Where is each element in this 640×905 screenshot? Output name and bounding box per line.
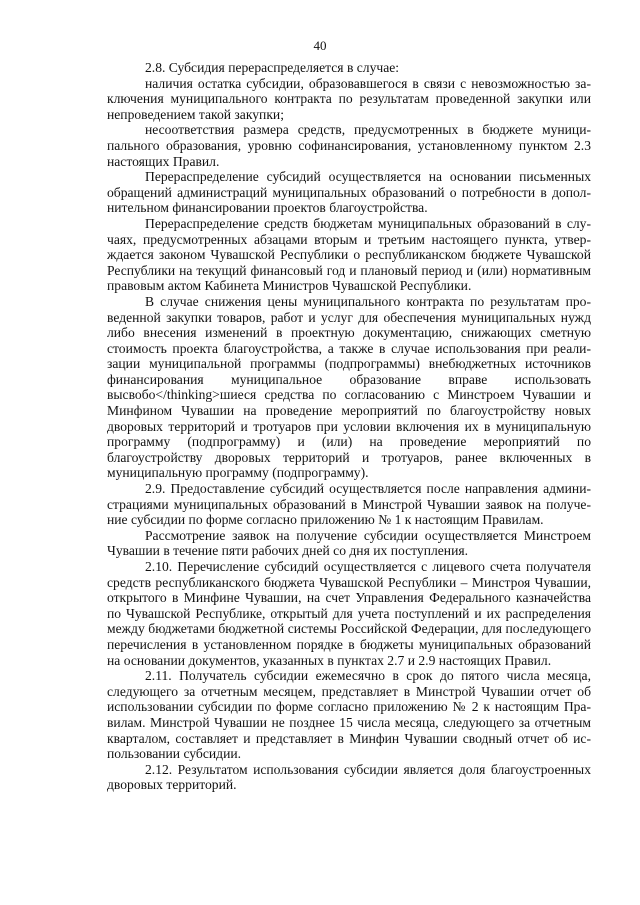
paragraph-2-11: 2.11. Получатель субсидии ежемесячно в срок до пятого числа месяца, следующего за отчетным месяцем, представляет в Минстрой Чувашии отчет об использовании субсидии по форме согласно приложению № 2 к настоящим Правилам. Минстрой Чувашии не позднее 15 числа месяца, следующего за отчетным кварталом, составляет и представляет в Минфин Чувашии сводный отчет об использовании субсидии. <box>107 668 591 762</box>
paragraph-2-8-case-2: несоответствия размера средств, предусмотренных в бюджете муниципального образования, уровню софинансирования, установленному пунктом 2.3 настоящих Правил. <box>107 122 591 169</box>
paragraph-2-8-intro: 2.8. Субсидия перераспределяется в случае: <box>145 60 400 75</box>
paragraph-2-8-case-1: наличия остатка субсидии, образовавшегося в связи с невозможностью заключения муниципального контракта по результатам проведенной закупки или непроведением такой закупки; <box>107 75 591 122</box>
paragraph-2-10: 2.10. Перечисление субсидий осуществляется с лицевого счета получателя средств республиканского бюджета Чувашской Республики – Минстроя Чувашии, открытого в Минфине Чувашии, на счет Управления Федерального казначейства по Чувашской Республике, открытый для учета поступлений и их распределения между бюджетами бюджетной системы Российской Федерации, для последующего перечисления в установленном порядке в бюджеты муниципальных образований на основании документов, указанных в пунктах 2.7 и 2.9 настоящих Правил. <box>107 559 591 668</box>
page-number: 40 <box>313 38 327 53</box>
paragraph-redistribution-basis: Перераспределение субсидий осуществляется на основании письменных обращений администраций муниципальных образований о потребности в дополнительном финансировании проектов благоустройства. <box>107 169 591 216</box>
paragraph-2-12: 2.12. Результатом использования субсидии является доля благоустроенных дворовых территорий. <box>107 761 591 793</box>
document-body <box>107 60 591 793</box>
paragraph-2-9: 2.9. Предоставление субсидий осуществляется после направления администрациями муниципальных образований в Минстрой Чувашии заявок на получение субсидии по форме согласно приложению № 1 к настоящим Правилам. <box>107 481 591 528</box>
paragraph-application-review: Рассмотрение заявок на получение субсидии осуществляется Минстроем Чувашии в течение пяти рабочих дней со дня их поступления. <box>107 527 591 559</box>
paragraph-price-reduction: В случае снижения цены муниципального контракта по результатам проведенной закупки товаров, работ и услуг для обеспечения муниципальных нужд либо внесения изменений в проектную документацию, снижающих сметную стоимость проекта благоустройства, а также в случае использования при реализации муниципальной программы (подпрограммы) внебюджетных источников финансирования муниципальное образование вправе использовать высвобо</thinking>шиеся средства по согласованию с Минстроем Чувашии и Минфином Чувашии на проведение мероприятий по благоустройству новых дворовых территорий и тротуаров при условии включения их в муниципальную программу (подпрограмму) и (или) на проведение мероприятий по благоустройству дворовых территорий и тротуаров, ранее включенных в муниципальную программу (подпрограмму). <box>107 293 591 481</box>
paragraph-redistribution-approval: Перераспределение средств бюджетам муниципальных образований в случаях, предусмотренных абзацами вторым и третьим настоящего пункта, утверждается законом Чувашской Республики о республиканском бюджете Чувашской Республики на текущий финансовый год и плановый период и (или) нормативным правовым актом Кабинета Министров Чувашской Республики. <box>107 215 591 294</box>
